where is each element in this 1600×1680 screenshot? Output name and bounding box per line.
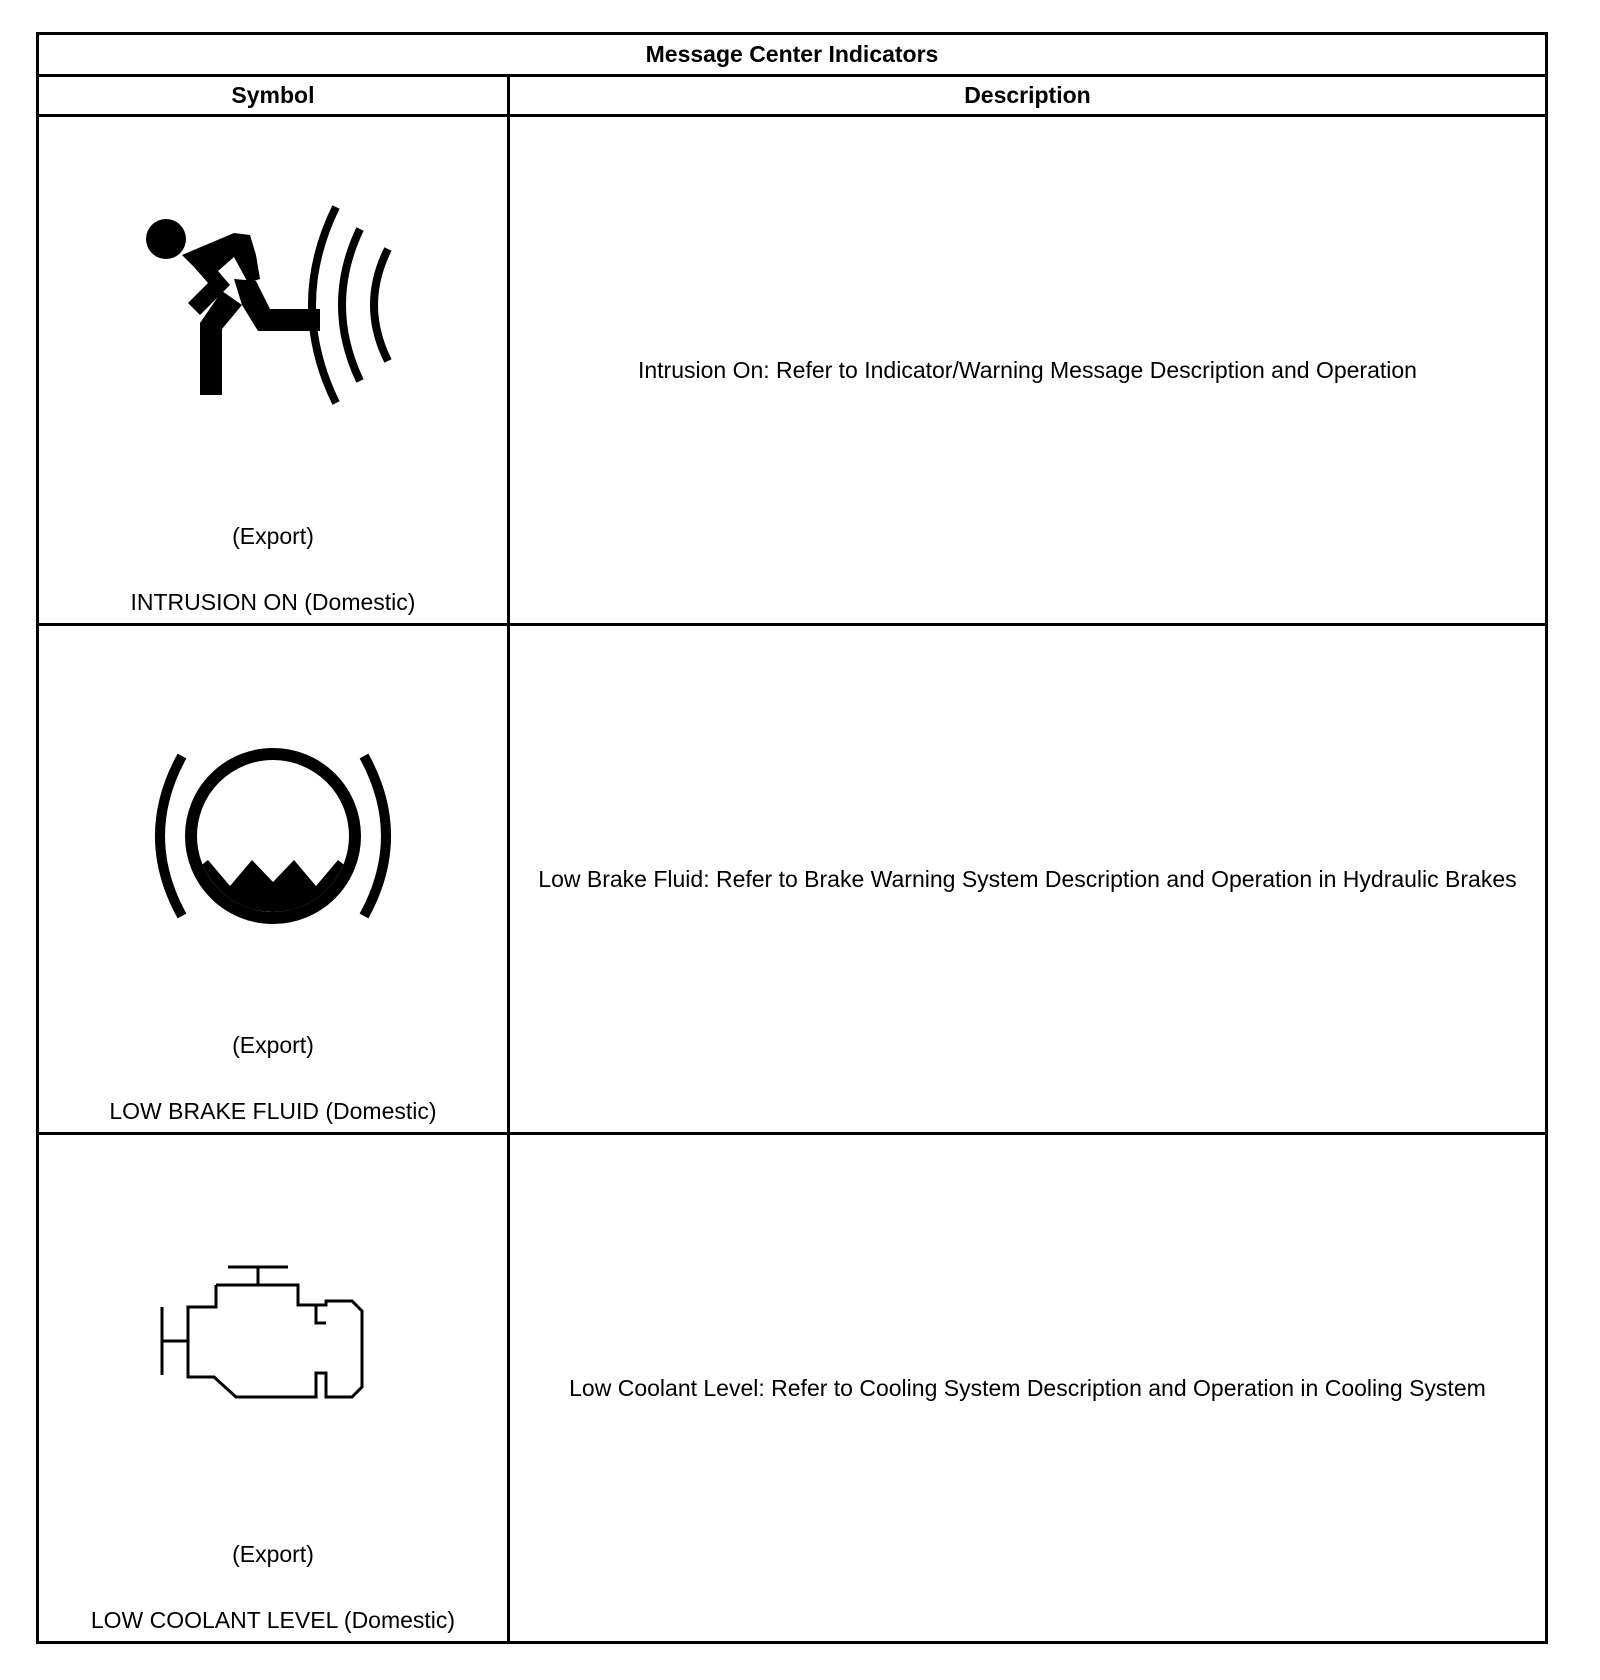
domestic-label: LOW COOLANT LEVEL (Domestic) [90, 1607, 456, 1633]
brake-fluid-icon [148, 736, 398, 936]
export-label: (Export) [232, 1541, 314, 1567]
symbol-cell [38, 1134, 509, 1643]
symbol-column-header: Symbol [38, 76, 509, 116]
description-text: Low Brake Fluid: Refer to Brake Warning System Description and Operation in Hydraulic Brakes [538, 866, 1517, 892]
description-cell [508, 116, 1546, 625]
engine-coolant-icon [158, 1263, 388, 1413]
symbol-cell [38, 116, 509, 625]
description-column-header: Description [508, 76, 1546, 116]
description-text: Low Coolant Level: Refer to Cooling System Description and Operation in Cooling System [569, 1375, 1486, 1401]
table-row [38, 116, 1547, 625]
symbol-cell [38, 625, 509, 1134]
intrusion-icon [138, 205, 408, 425]
description-cell [508, 625, 1546, 1134]
export-label: (Export) [232, 1032, 314, 1058]
table-title: Message Center Indicators [38, 34, 1547, 76]
description-cell [508, 1134, 1546, 1643]
domestic-label: INTRUSION ON (Domestic) [130, 589, 416, 615]
description-text: Intrusion On: Refer to Indicator/Warning Message Description and Operation [637, 357, 1417, 383]
table-row [38, 1134, 1547, 1643]
domestic-label: LOW BRAKE FLUID (Domestic) [109, 1098, 437, 1124]
message-center-indicators-table [36, 32, 1548, 1644]
table-row [38, 625, 1547, 1134]
export-label: (Export) [232, 523, 314, 549]
